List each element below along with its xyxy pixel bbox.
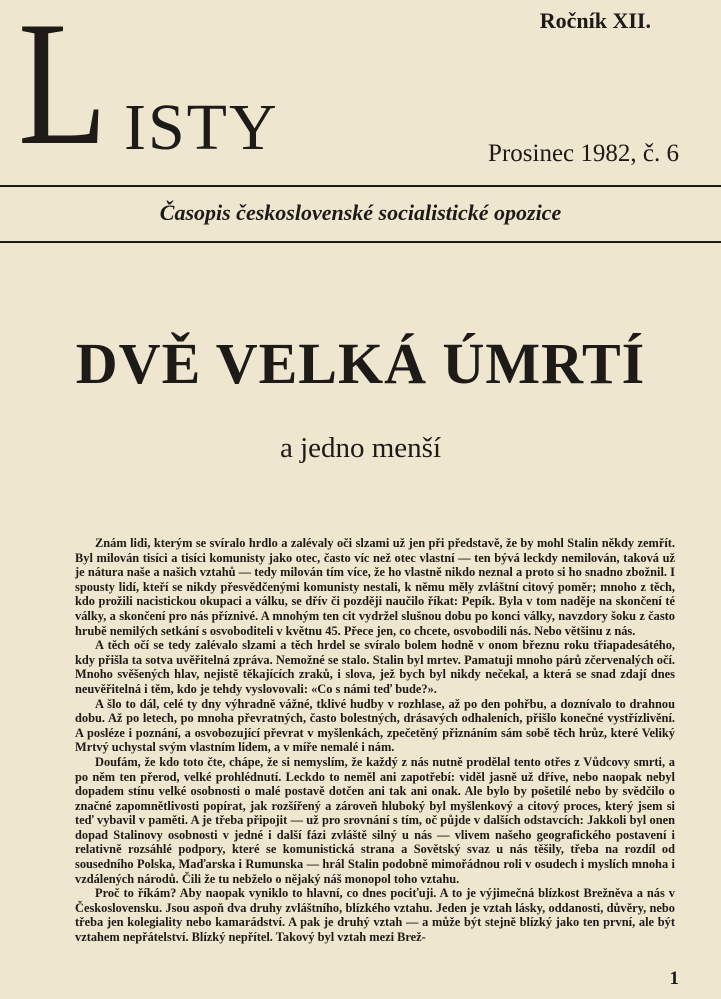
- issue-date: Prosinec 1982, č. 6: [488, 140, 679, 167]
- masthead-subtitle: Časopis československé socialistické opozice: [159, 200, 562, 225]
- article-subheadline: a jedno menší: [279, 432, 442, 464]
- article-paragraph: A šlo to dál, celé ty dny výhradně vážné, tklivé hudby v rozhlase, až po den pohřbu, a doznívalo to drahnou dobu. Až po letech, po mnoha převratných, často bolestných, drásavých odhaleních, přišlo konečné vystřízlivění. A posléze i poznání, a osvobozující převrat v myšlenkách, zpečetěný přiznáním sám sobě těch hrůz, které Veliký Mrtvý uchystal svým vlastním lidem, a v míře nemalé i nám.: [75, 696, 675, 755]
- article-body: [75, 536, 675, 945]
- page-number: 1: [669, 968, 679, 989]
- masthead-rule-bottom: [0, 241, 721, 243]
- masthead-initial: L: [18, 0, 108, 182]
- masthead-rule-top: [0, 185, 721, 187]
- article-paragraph: Proč to říkám? Aby naopak vyniklo to hlavní, co dnes pociťuji. A to je výjimečná blízkost Brežněva a nás v Československu. Jsou aspoň dva druhy zvláštního, blízkého vztahu. Jeden je vztah lásky, oddanosti, důvěry, nebo třeba jen kolegiality nebo kamarádství. A pak je druhý vztah — a může být stejně blízký jako ten první, ale být vztahem nepřátelství. Blízký nepřítel. Takový byl vztah mezi Brež-: [75, 886, 675, 945]
- article-paragraph: A těch očí se tedy zalévalo slzami a těch hrdel se svíralo bolem hodně v onom březnu roku třiapadesátého, kdy přišla ta sotva uvěřitelná zpráva. Nemožné se stalo. Stalin byl mrtev. Pamatuji mnoho párů zčervenalých očí. Mnoho svěšených hlav, nejistě těkajících zraků, i slova, jež bych byl nikdy nečekal, a která se snad zdají dnes neuvěřitelná i těm, kdo je tehdy vyslovovali: «Co s námi teď bude?».: [75, 638, 675, 696]
- volume-label: Ročník XII.: [539, 8, 651, 33]
- article-paragraph: Znám lidi, kterým se svíralo hrdlo a zalévaly oči slzami už jen při představě, že by mohl Stalin někdy zemřít. Byl milován tisíci a tisíci komunisty jako otec, často víc než otec vlastní — ten bývá leckdy nemilován, taková už je nátura naše a našich vztahů — tedy milován tím více, že ho vlastně nikdo neznal a proto si ho snadno zbožnil. I spousty lidí, kteří se nikdy přesvědčenými komunisty nestali, k němu měly zvláštní citový poměr; mnoho z těch, kdo prožili nacistickou okupaci a válku, se dřív či později naučilo říkat: Pepík. Byla v tom naděje na skončení té války, a skončení pro nás příznivé. A mnohým ten cit vydržel slušnou dobu po konci války, navzdory šoku z často hrubě nemilých setkání s osvoboditeli v květnu 45. Přece jen, co chcete, osvobodili nás. Nebo většinu z nás.: [75, 536, 675, 638]
- masthead-title: ISTY: [124, 91, 279, 164]
- article-headline: DVĚ VELKÁ ÚMRTÍ: [75, 331, 646, 396]
- article-paragraph: Doufám, že kdo toto čte, chápe, že si nemyslím, že každý z nás nutně prodělal tento otřes z Vůdcovy smrti, a po něm ten přerod, velké prohlédnutí. Leckdo to neměl ani zapotřebí: viděl jasně už dříve, nebo naopak nebyl dopadem stínu velké osobnosti o malé postavě dotčen ani tak ani onak. Ale bylo by pošetilé nebo by svědčilo o značné zapomnětlivosti popírat, jak rozšířený a zároveň hluboký byl myšlenkový a citový proces, který jsem si teď vybavil v paměti. A je třeba připojit — už pro srovnání s tím, oč půjde v dalších odstavcích: Jakkoli byl onen dopad Stalinovy osobnosti v jedné i další fázi zvláště silný u nás — vlivem našeho geografického postavení i relativně rozsáhlé podpory, které se komunistická strana a Sovětský svaz u nás těšily, třeba na rozdíl od sousedního Polska, Maďarska i Rumunska — hrál Stalin podobně mimořádnou roli v osudech i myslích mnoha i vzdálených národů. Čili že tu nebželo o nějaký náš monopol toho vztahu.: [75, 754, 675, 886]
